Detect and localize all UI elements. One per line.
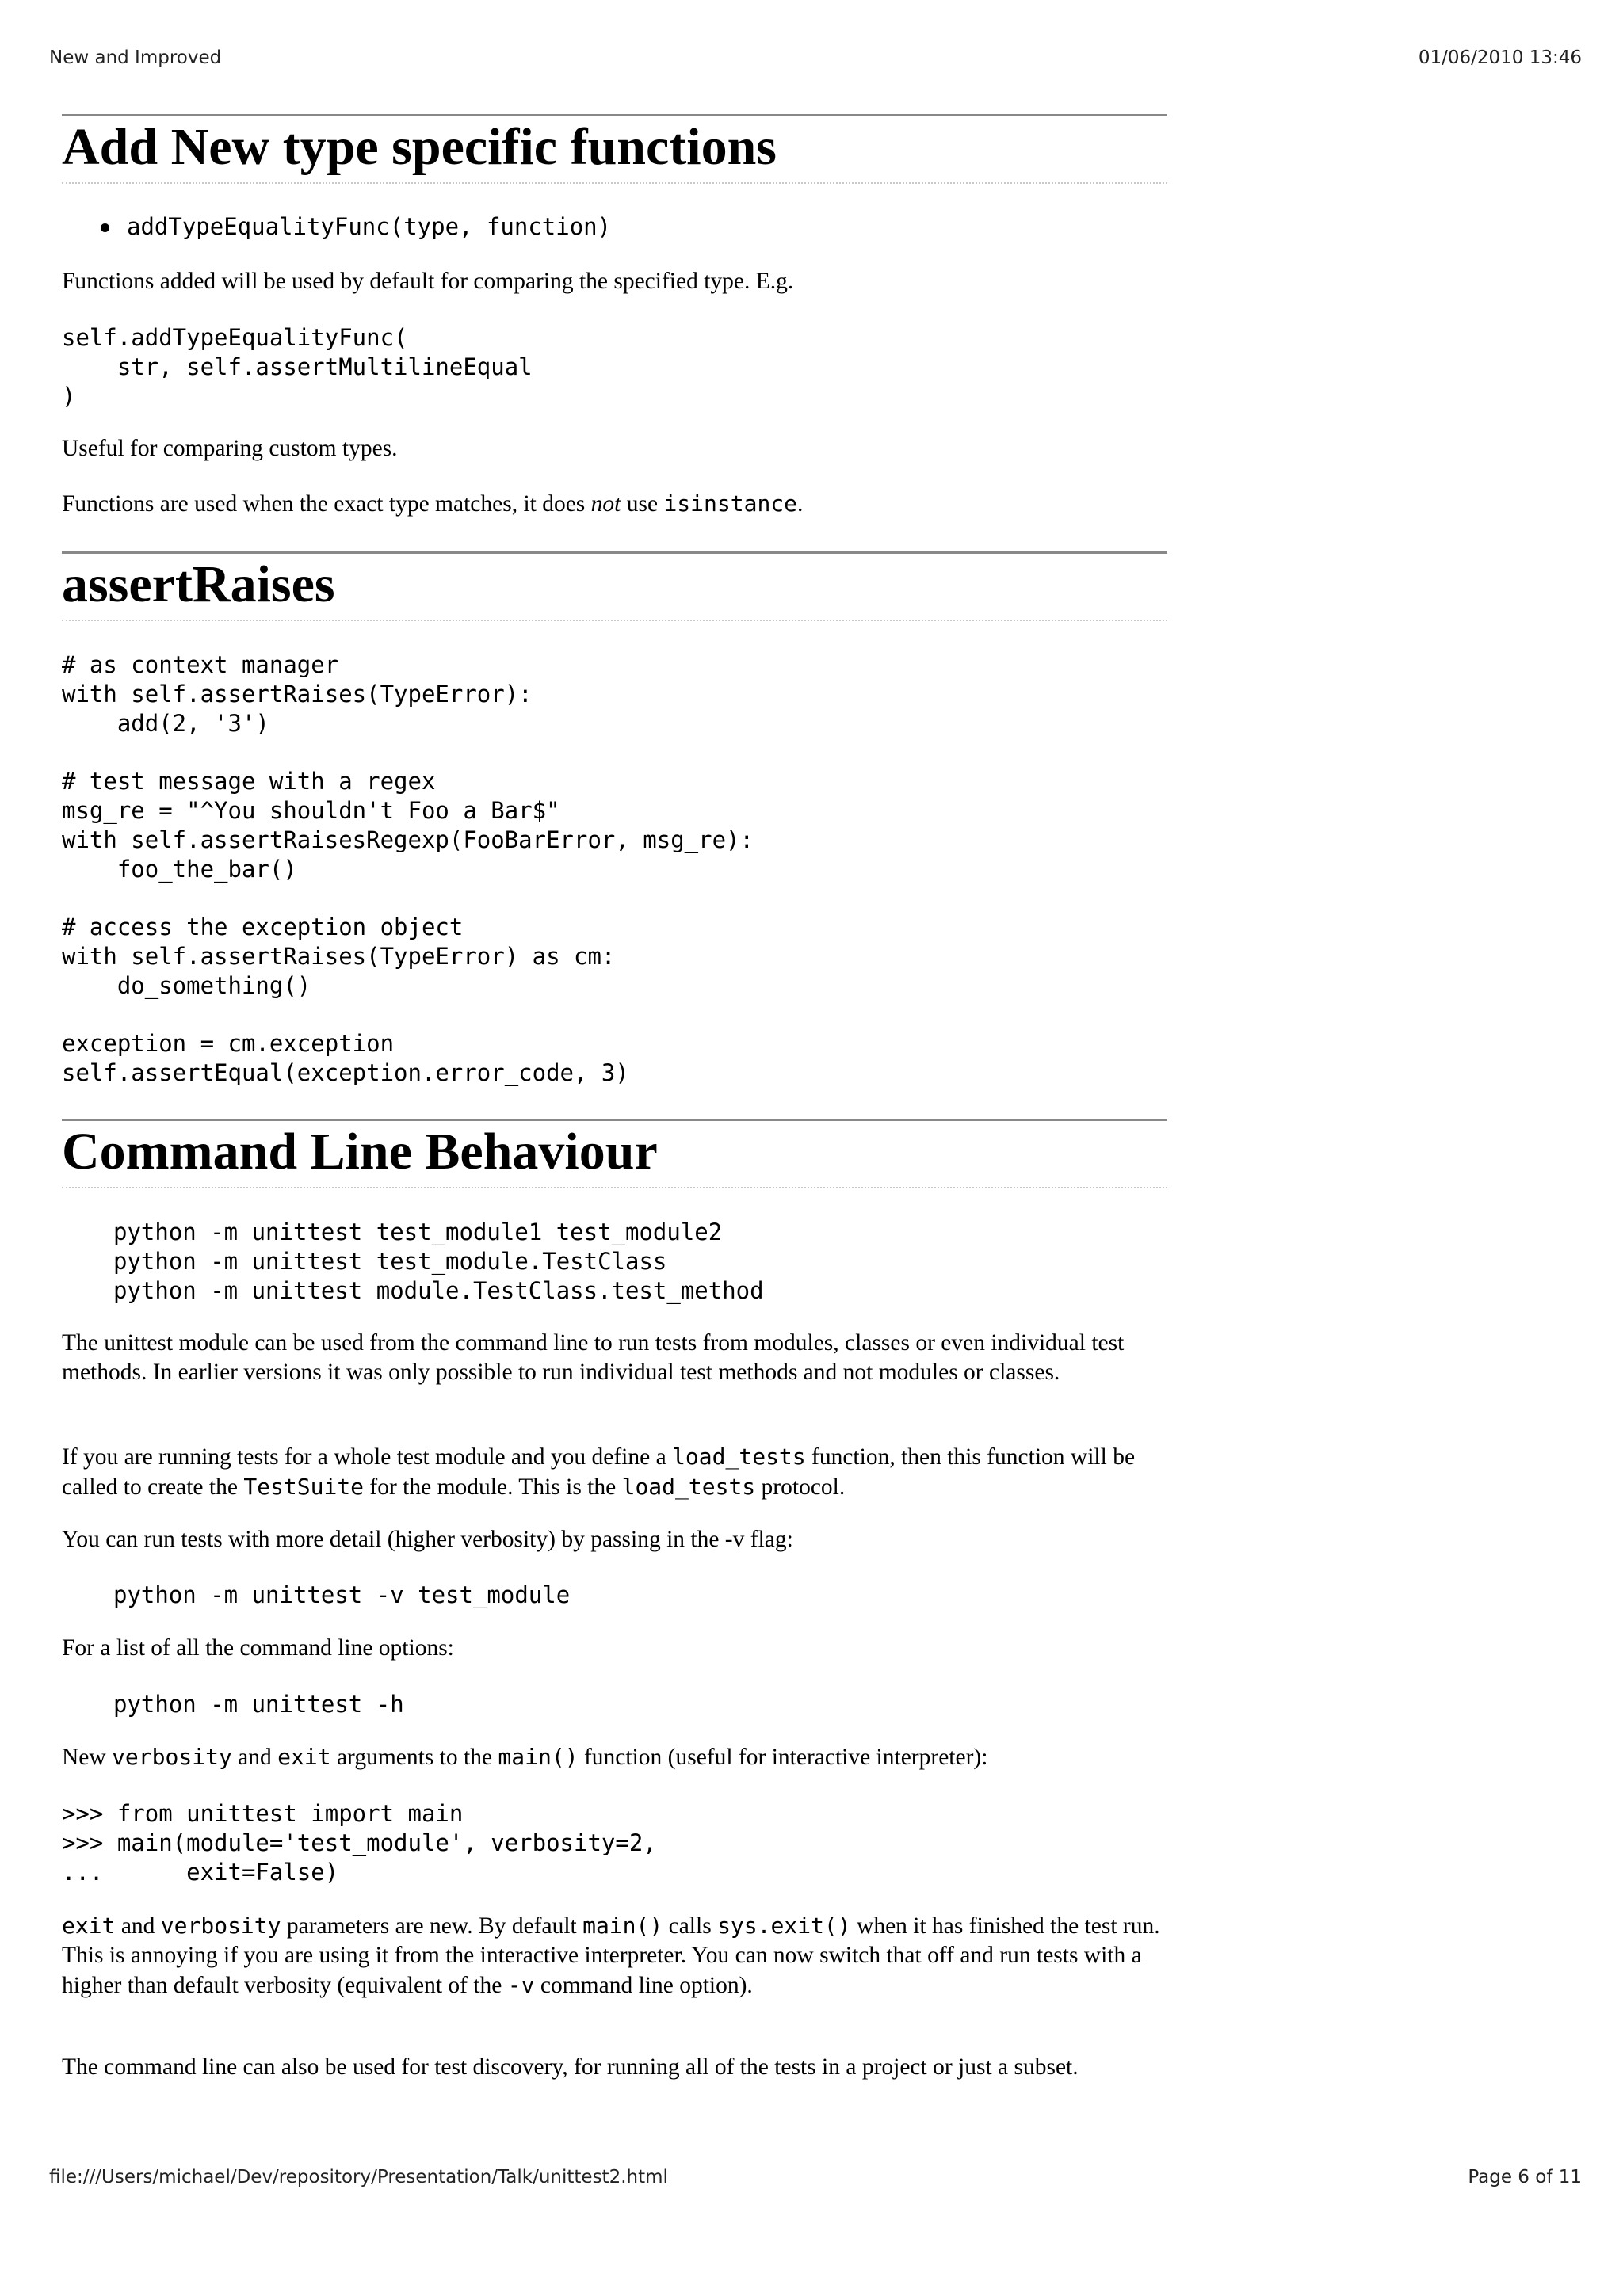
slide-separator	[62, 1119, 1167, 1121]
emphasis: not	[590, 491, 621, 517]
inline-code: load_tests	[672, 1444, 806, 1470]
code-block: # as context manager with self.assertRaises(TypeError): add(2, '3') # test message with a regex msg_re = "^You shouldn't Foo a Bar$" with self.assertRaisesRegexp(FooBarError, msg_re): foo_the_bar() # access the exception object with self.assertRaises(TypeError) as cm: do_something() exception = cm.exception self.assertEqual(exception.error_code, 3)	[62, 651, 754, 1087]
inline-code: isinstance	[663, 490, 798, 517]
paragraph: Functions added will be used by default for comparing the specified type. E.g.	[62, 269, 794, 294]
paragraph	[62, 1442, 1167, 1502]
bullet-list	[62, 212, 611, 242]
paragraph: Useful for comparing custom types.	[62, 436, 398, 461]
inline-code: -v	[507, 1972, 535, 1998]
footer-page-number: Page 6 of 11	[1468, 2167, 1582, 2187]
inline-code: exit	[277, 1744, 331, 1770]
paragraph	[62, 1911, 1167, 2000]
header-datetime: 01/06/2010 13:46	[1418, 48, 1582, 68]
list-item	[62, 212, 611, 242]
text-run: function (useful for interactive interpreter):	[578, 1745, 988, 1770]
text-run: If you are running tests for a whole test module and you define a	[62, 1444, 673, 1470]
inline-code: verbosity	[112, 1744, 232, 1770]
text-run: arguments to the	[330, 1745, 498, 1770]
slide-separator	[62, 114, 1167, 116]
text-run: for the module. This is the	[364, 1474, 622, 1500]
text-run: New	[62, 1745, 113, 1770]
header-title: New and Improved	[49, 48, 222, 68]
bullet-icon	[101, 223, 109, 232]
code-block: python -m unittest -h	[113, 1691, 404, 1718]
code-block: python -m unittest test_module1 test_module2 python -m unittest test_module.TestClass python -m unittest module.TestClass.test_method	[113, 1219, 764, 1304]
paragraph: For a list of all the command line options:	[62, 1635, 454, 1661]
text-run: and	[115, 1913, 161, 1939]
slide-separator	[62, 551, 1167, 554]
inline-code: verbosity	[160, 1913, 281, 1939]
bullet-text: addTypeEqualityFunc(type, function)	[127, 213, 612, 240]
inline-code: load_tests	[621, 1474, 756, 1500]
text-run: when it has finished the test run. This is annoying if you are using it from the interactive interpreter. You can now switch that off and run tests with a higher than default verbosity (equivalent of the	[62, 1913, 1160, 1998]
text-run: parameters are new. By default	[281, 1913, 583, 1939]
paragraph: The command line can also be used for test discovery, for running all of the tests in a project or just a subset.	[62, 2054, 1079, 2080]
code-block: python -m unittest -v test_module	[113, 1581, 571, 1608]
text-run: and	[231, 1745, 278, 1770]
footer-file-path: file:///Users/michael/Dev/repository/Presentation/Talk/unittest2.html	[49, 2167, 668, 2187]
inline-code: exit	[62, 1913, 116, 1939]
inline-code: main()	[582, 1913, 663, 1939]
text-run: protocol.	[755, 1474, 846, 1500]
paragraph	[62, 1742, 1167, 1772]
slide-title-assertraises: assertRaises	[62, 555, 1167, 621]
text-run: Functions are used when the exact type matches, it does	[62, 491, 591, 517]
paragraph: You can run tests with more detail (higher verbosity) by passing in the -v flag:	[62, 1527, 793, 1552]
inline-code: main()	[498, 1744, 579, 1770]
paragraph: The unittest module can be used from the command line to run tests from modules, classes or even individual test methods. In earlier versions it was only possible to run individual test methods and not modules or classes.	[62, 1330, 1125, 1385]
text-run: use	[621, 491, 664, 517]
paragraph	[62, 489, 1167, 519]
code-block: >>> from unittest import main >>> main(module='test_module', verbosity=2, ... exit=False)	[62, 1800, 657, 1886]
text-run: calls	[663, 1913, 718, 1939]
inline-code: sys.exit()	[717, 1913, 851, 1939]
code-block: self.addTypeEqualityFunc( str, self.assertMultilineEqual )	[62, 324, 533, 410]
text-run: command line option).	[534, 1973, 753, 1998]
inline-code: TestSuite	[243, 1474, 365, 1500]
slide-title-type-functions: Add New type specific functions	[62, 117, 1167, 184]
text-run: .	[797, 491, 804, 517]
text-run: function, then this function will be called to create the	[62, 1444, 1136, 1500]
slide-title-command-line: Command Line Behaviour	[62, 1122, 1167, 1188]
